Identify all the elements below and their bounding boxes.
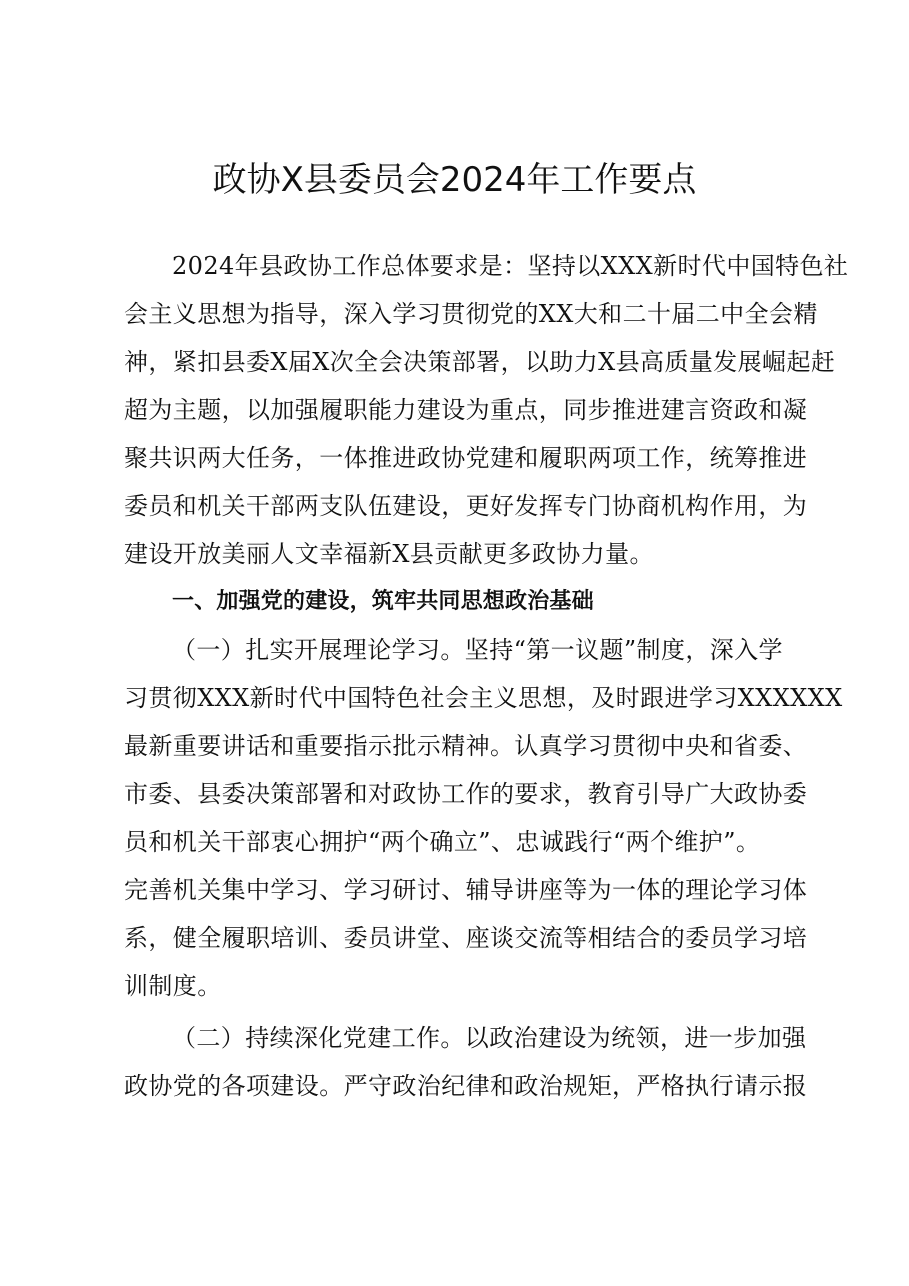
paragraph-line: 建设开放美丽人文幸福新X县贡献更多政协力量。	[124, 540, 654, 568]
intro-paragraph	[124, 242, 849, 578]
paragraph-line: （一）扎实开展理论学习。坚持“第一议题”制度，深入学	[172, 636, 783, 664]
paragraph-line: 系，健全履职培训、委员讲堂、座谈交流等相结合的委员学习培	[124, 924, 808, 952]
paragraph-line: 习贯彻XXX新时代中国特色社会主义思想，及时跟进学习XXXXXX	[124, 684, 843, 712]
section-heading	[124, 578, 824, 626]
paragraph-line: 委员和机关干部两支队伍建设，更好发挥专门协商机构作用，为	[124, 492, 808, 520]
paragraph-line: 会主义思想为指导，深入学习贯彻党的XX大和二十届二中全会精	[124, 300, 818, 328]
document-title: 政协X县委员会2024年工作要点	[212, 160, 697, 200]
paragraph-line: 2024年县政协工作总体要求是：坚持以XXX新时代中国特色社	[172, 252, 849, 280]
subsection-paragraph	[124, 626, 843, 1010]
subsection-paragraph	[124, 1014, 824, 1110]
paragraph-line: 训制度。	[124, 972, 222, 1000]
paragraph-line: 神，紧扣县委X届X次全会决策部署，以助力X县高质量发展崛起赶	[124, 348, 836, 376]
heading-line: 一、加强党的建设，筑牢共同思想政治基础	[172, 589, 594, 614]
paragraph-line: 政协党的各项建设。严守政治纪律和政治规矩，严格执行请示报	[124, 1072, 808, 1100]
document-body	[124, 242, 849, 1110]
paragraph-line: 聚共识两大任务，一体推进政协党建和履职两项工作，统筹推进	[124, 444, 808, 472]
paragraph-line: 完善机关集中学习、学习研讨、辅导讲座等为一体的理论学习体	[124, 876, 808, 904]
paragraph-line: 市委、县委决策部署和对政协工作的要求，教育引导广大政协委	[124, 780, 808, 808]
paragraph-line: （二）持续深化党建工作。以政治建设为统领，进一步加强	[172, 1024, 807, 1052]
paragraph-line: 超为主题，以加强履职能力建设为重点，同步推进建言资政和凝	[124, 396, 808, 424]
paragraph-line: 最新重要讲话和重要指示批示精神。认真学习贯彻中央和省委、	[124, 732, 808, 760]
paragraph-line: 员和机关干部衷心拥护“两个确立”、忠诚践行“两个维护”。	[124, 828, 761, 856]
